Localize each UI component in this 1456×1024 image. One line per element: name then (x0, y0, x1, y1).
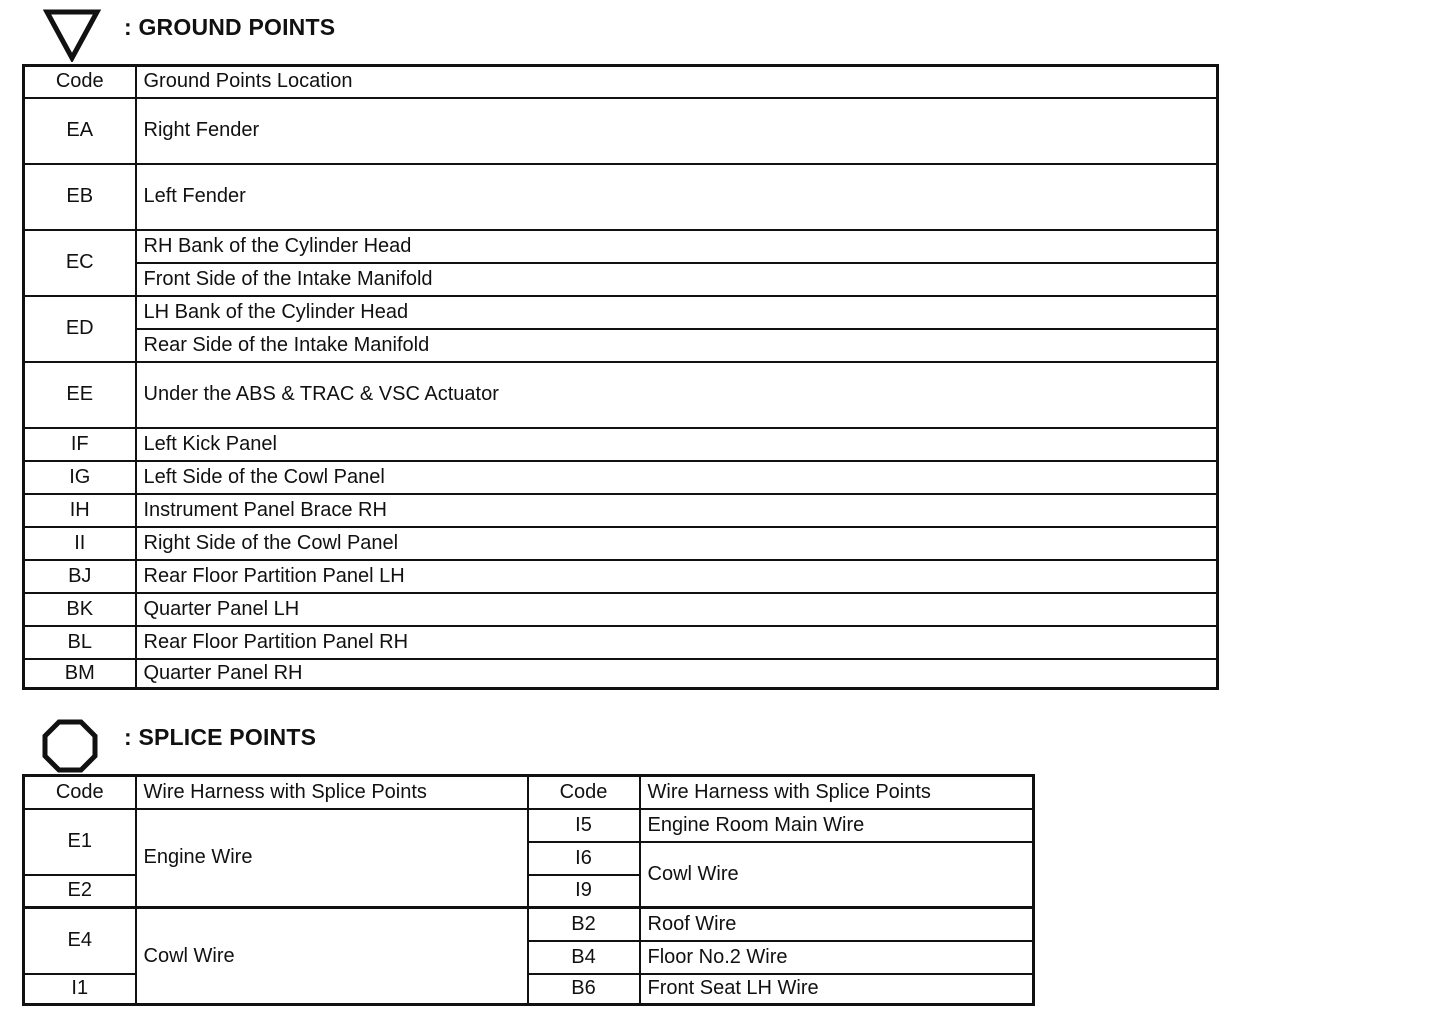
splice-wire: Cowl Wire (640, 842, 1034, 908)
table-row (24, 461, 1218, 494)
ground-location: Right Side of the Cowl Panel (136, 527, 1218, 560)
splice-code: E2 (24, 875, 136, 908)
header-wire-right: Wire Harness with Splice Points (640, 776, 1034, 809)
table-header-row (24, 776, 1034, 809)
splice-wire: Front Seat LH Wire (640, 974, 1034, 1005)
ground-location: Under the ABS & TRAC & VSC Actuator (136, 362, 1218, 428)
ground-points-table (22, 64, 1219, 690)
ground-points-title: : GROUND POINTS (124, 14, 336, 40)
octagon-icon (41, 716, 101, 776)
table-row (24, 329, 1218, 362)
ground-code: BK (24, 593, 136, 626)
ground-code: EE (24, 362, 136, 428)
header-wire-left: Wire Harness with Splice Points (136, 776, 528, 809)
ground-code: BJ (24, 560, 136, 593)
header-location: Ground Points Location (136, 66, 1218, 98)
splice-code: I9 (528, 875, 640, 908)
ground-location: Left Fender (136, 164, 1218, 230)
table-row (24, 263, 1218, 296)
ground-location: Rear Floor Partition Panel RH (136, 626, 1218, 659)
header-code-right: Code (528, 776, 640, 809)
ground-location: LH Bank of the Cylinder Head (136, 296, 1218, 329)
splice-code: E1 (24, 809, 136, 875)
table-row (24, 164, 1218, 230)
table-row (24, 626, 1218, 659)
inverted-triangle-icon (43, 6, 103, 62)
splice-code: B6 (528, 974, 640, 1005)
ground-code: IF (24, 428, 136, 461)
table-row (24, 593, 1218, 626)
ground-code: EC (24, 230, 136, 296)
ground-location: Rear Side of the Intake Manifold (136, 329, 1218, 362)
table-row (24, 230, 1218, 263)
splice-code: I1 (24, 974, 136, 1005)
table-row (24, 659, 1218, 689)
table-row (24, 428, 1218, 461)
splice-wire: Floor No.2 Wire (640, 941, 1034, 974)
ground-code: ED (24, 296, 136, 362)
table-row (24, 809, 1034, 842)
ground-location: Instrument Panel Brace RH (136, 494, 1218, 527)
ground-code: BM (24, 659, 136, 689)
splice-code: I5 (528, 809, 640, 842)
splice-points-title: : SPLICE POINTS (124, 724, 317, 750)
table-row (24, 362, 1218, 428)
ground-location: Left Side of the Cowl Panel (136, 461, 1218, 494)
ground-code: IG (24, 461, 136, 494)
ground-location: Quarter Panel LH (136, 593, 1218, 626)
splice-code: I6 (528, 842, 640, 875)
ground-location: Front Side of the Intake Manifold (136, 263, 1218, 296)
ground-code: II (24, 527, 136, 560)
ground-code: IH (24, 494, 136, 527)
ground-location: Rear Floor Partition Panel LH (136, 560, 1218, 593)
splice-wire: Engine Wire (136, 809, 528, 908)
table-row (24, 908, 1034, 941)
table-row (24, 98, 1218, 164)
splice-points-table (22, 774, 1035, 1006)
table-row (24, 560, 1218, 593)
table-row (24, 494, 1218, 527)
splice-code: B4 (528, 941, 640, 974)
table-row (24, 527, 1218, 560)
ground-code: BL (24, 626, 136, 659)
ground-location: RH Bank of the Cylinder Head (136, 230, 1218, 263)
ground-location: Quarter Panel RH (136, 659, 1218, 689)
header-code: Code (24, 66, 136, 98)
table-row (24, 296, 1218, 329)
splice-wire: Roof Wire (640, 908, 1034, 941)
splice-wire: Engine Room Main Wire (640, 809, 1034, 842)
ground-location: Right Fender (136, 98, 1218, 164)
splice-code: B2 (528, 908, 640, 941)
ground-code: EB (24, 164, 136, 230)
table-header-row (24, 66, 1218, 98)
ground-location: Left Kick Panel (136, 428, 1218, 461)
header-code-left: Code (24, 776, 136, 809)
ground-code: EA (24, 98, 136, 164)
splice-wire: Cowl Wire (136, 908, 528, 1005)
splice-code: E4 (24, 908, 136, 974)
